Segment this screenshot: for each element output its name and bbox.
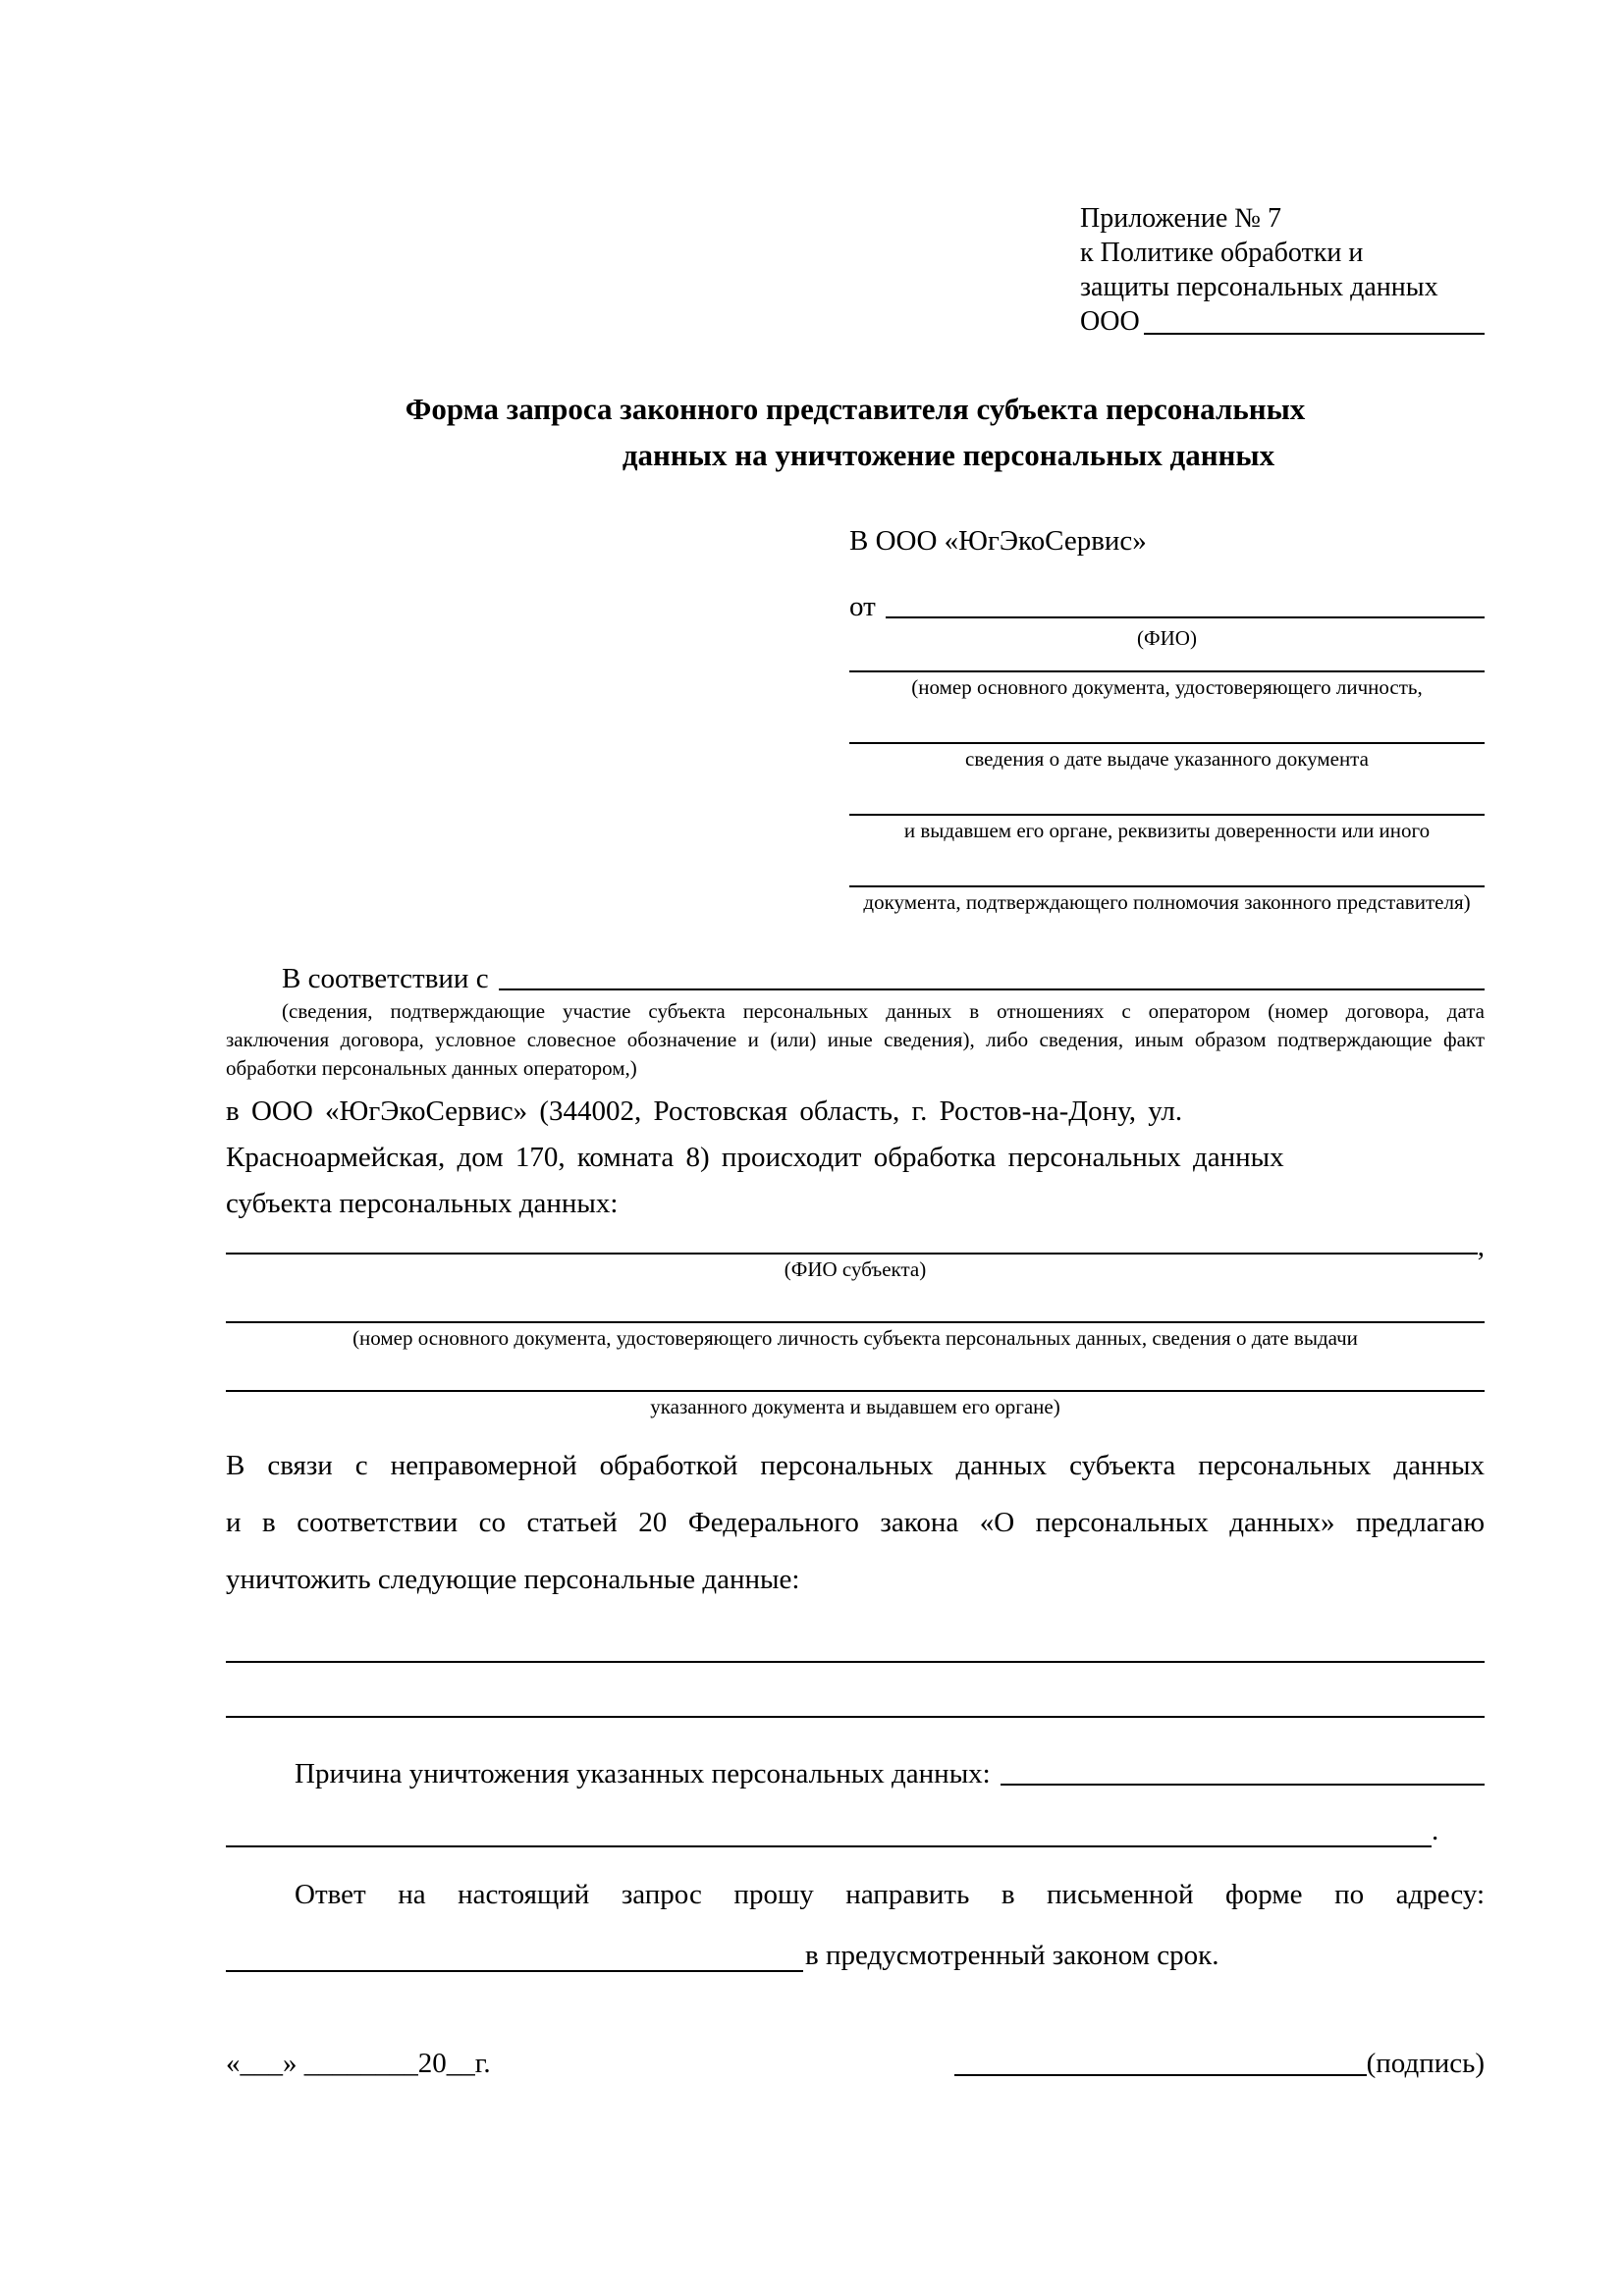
authority-doc-blank-field: [849, 843, 1485, 887]
representative-fio-blank-field: [886, 616, 1485, 618]
response-tail-text: в предусмотренный законом срок.: [805, 1940, 1219, 1971]
addressee-to-line: В ООО «ЮгЭкоСервис»: [849, 525, 1147, 557]
doc-issuer-caption: и выдавшем его органе, реквизиты доверенности или иного: [903, 819, 1431, 842]
request-line-1: В связи с неправомерной обработкой персональных данных субъекта персональных данных: [226, 1450, 1485, 1481]
footnote-line-3: обработки персональных данных оператором,): [226, 1056, 637, 1080]
accordance-footnote: [226, 997, 1485, 1083]
addressee-block: [849, 525, 1485, 915]
subject-doc-issuer-blank-field: [226, 1351, 1485, 1392]
reason-line: [226, 1753, 1485, 1790]
doc-number-blank-field: [849, 651, 1485, 672]
reason-label: Причина уничтожения указанных персональных данных:: [295, 1758, 991, 1789]
operator-line-1: в ООО «ЮгЭкоСервис» (344002, Ростовская область, г. Ростов-на-Дону, ул.: [226, 1095, 1183, 1127]
request-paragraph: [226, 1437, 1485, 1608]
ooo-label: ООО: [1080, 306, 1140, 337]
accordance-line: [226, 958, 1485, 995]
signature-block: [954, 2045, 1485, 2080]
operator-paragraph: [226, 1089, 1485, 1227]
response-address-blank-field: [226, 1939, 803, 1972]
reason-continuation-line: [226, 1816, 1485, 1847]
subject-doc-blank-field: [226, 1282, 1485, 1323]
doc-number-caption: (номер основного документа, удостоверяющего личность,: [911, 675, 1423, 699]
subject-doc-caption-1: (номер основного документа, удостоверяющего личность субъекта персональных данных, сведения о дате выдачи: [352, 1326, 1358, 1350]
footer-row: [226, 2045, 1485, 2080]
doc-issuer-blank-field: [849, 772, 1485, 816]
accordance-blank-field: [499, 988, 1485, 990]
operator-line-3: субъекта персональных данных:: [226, 1188, 619, 1219]
subject-fio-caption: (ФИО субъекта): [784, 1257, 927, 1281]
response-paragraph: Ответ на настоящий запрос прошу направить в письменной форме по адресу:: [295, 1879, 1485, 1910]
annex-line-3: защиты персональных данных: [1080, 272, 1438, 302]
doc-issue-date-caption: сведения о дате выдаче указанного документа: [965, 747, 1369, 771]
from-label: от: [849, 591, 876, 622]
request-line-3: уничтожить следующие персональные данные:: [226, 1564, 800, 1595]
reason-blank-field-2: [226, 1818, 1432, 1847]
annex-header-block: [1080, 201, 1485, 339]
annex-line-1: Приложение № 7: [1080, 203, 1281, 234]
footnote-line-2: заключения договора, условное словесное обозначение и (или) иные сведения), либо сведения, иным образом подтверждающие факт: [226, 1028, 1485, 1051]
fio-caption: (ФИО): [1137, 626, 1197, 650]
annex-ooo-line: [1080, 304, 1485, 339]
title-line-1: Форма запроса законного представителя субъекта персональных: [405, 392, 1306, 426]
subject-fio-line: [226, 1231, 1485, 1262]
authority-doc-caption: документа, подтверждающего полномочия законного представителя): [863, 890, 1471, 914]
subject-fio-blank-field: [226, 1231, 1478, 1255]
response-address-line: [226, 1935, 1485, 1972]
annex-line-2: к Политике обработки и: [1080, 238, 1364, 268]
document-title: [226, 386, 1485, 478]
date-line: «___» ________20__г.: [226, 2048, 491, 2079]
signature-caption: (подпись): [1366, 2048, 1485, 2079]
subject-fio-comma: ,: [1477, 1231, 1485, 1262]
accordance-label: В соответствии с: [282, 963, 489, 994]
reason-period: .: [1432, 1815, 1439, 1846]
doc-issue-date-blank-field: [849, 700, 1485, 744]
request-line-2: и в соответствии со статьей 20 Федерального закона «О персональных данных» предлагаю: [226, 1507, 1485, 1538]
footnote-line-1: (сведения, подтверждающие участие субъекта персональных данных в отношениях с оператором (номер договора, дата: [282, 999, 1485, 1023]
data-to-destroy-blank-field-2: [226, 1663, 1485, 1718]
data-to-destroy-blank-field-1: [226, 1608, 1485, 1663]
signature-blank-field: [954, 2045, 1367, 2076]
title-line-2: данных на уничтожение персональных данных: [622, 438, 1275, 472]
company-name-blank-field: [1144, 333, 1485, 335]
operator-line-2: Красноармейская, дом 170, комната 8) происходит обработка персональных данных: [226, 1142, 1284, 1173]
subject-doc-caption-2: указанного документа и выдавшем его органе): [650, 1395, 1060, 1418]
reason-blank-field: [1001, 1784, 1485, 1786]
from-line: [849, 586, 1485, 623]
